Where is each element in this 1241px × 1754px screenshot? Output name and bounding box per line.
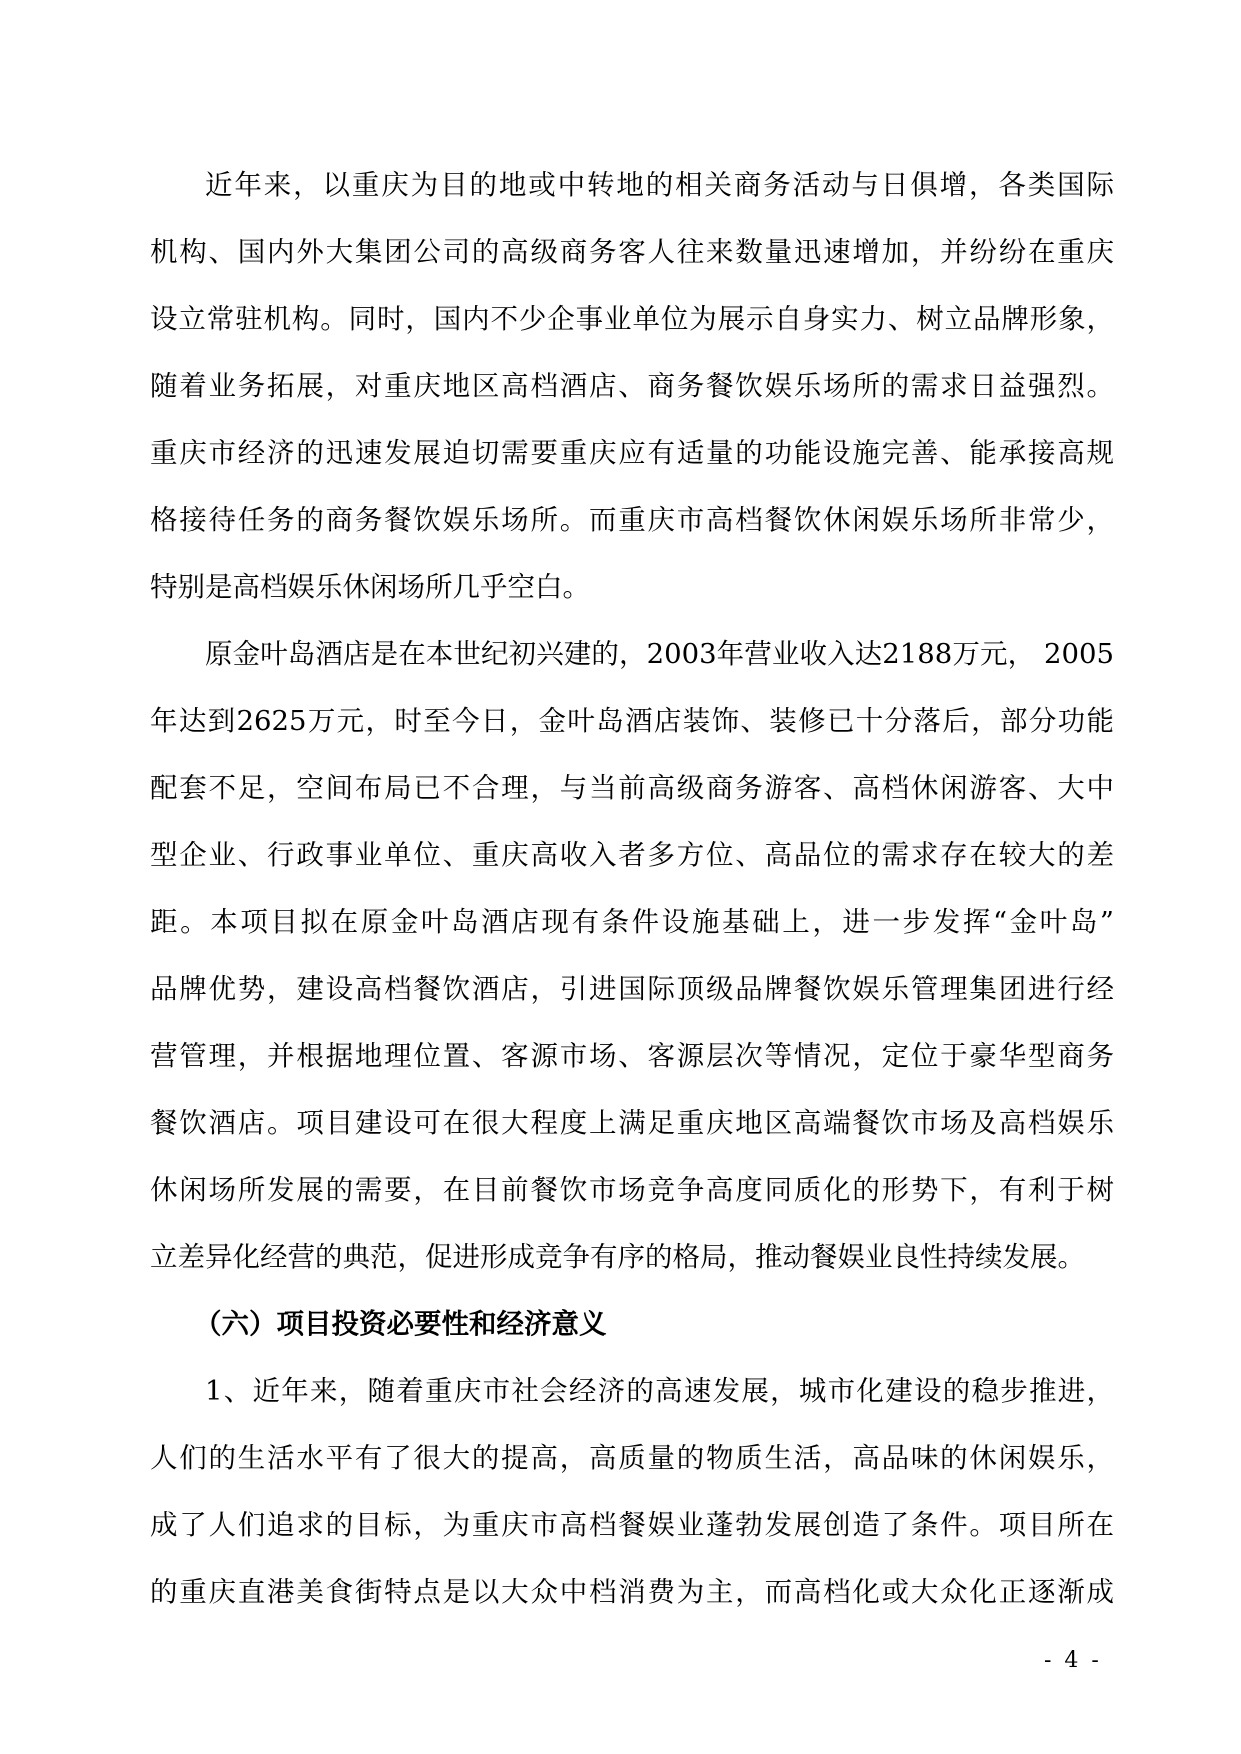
text-line: 1、近年来，随着重庆市社会经济的高速发展，城市化建设的稳步推进， (205, 1375, 1114, 1407)
text-line: 设立常驻机构。同时，国内不少企事业单位为展示自身实力、树立品牌形象， (150, 303, 1114, 335)
document-body (150, 152, 1114, 1626)
text-line: 型企业、行政事业单位、重庆高收入者多方位、高品位的需求存在较大的差 (150, 839, 1114, 871)
text-line: 随着业务拓展，对重庆地区高档酒店、商务餐饮娱乐场所的需求日益强烈。 (150, 370, 1114, 402)
text-line: 品牌优势，建设高档餐饮酒店，引进国际顶级品牌餐饮娱乐管理集团进行经 (150, 973, 1114, 1005)
paragraph-hotel-history (150, 621, 1114, 1291)
paragraph-business-demand (150, 152, 1114, 621)
section-heading: （六）项目投资必要性和经济意义 (194, 1308, 607, 1340)
text-line: 的重庆直港美食街特点是以大众中档消费为主，而高档化或大众化正逐渐成 (150, 1576, 1114, 1608)
text-line: 重庆市经济的迅速发展迫切需要重庆应有适量的功能设施完善、能承接高规 (150, 437, 1114, 469)
page-number: - 4 - (1044, 1648, 1102, 1673)
text-line: 近年来，以重庆为目的地或中转地的相关商务活动与日俱增，各类国际 (205, 169, 1114, 201)
text-line: 原金叶岛酒店是在本世纪初兴建的，2003年营业收入达2188万元， 2005 (205, 638, 1114, 670)
text-line: 格接待任务的商务餐饮娱乐场所。而重庆市高档餐饮休闲娱乐场所非常少， (150, 504, 1114, 536)
text-line: 营管理，并根据地理位置、客源市场、客源层次等情况，定位于豪华型商务 (150, 1040, 1114, 1072)
text-line: 立差异化经营的典范，促进形成竞争有序的格局，推动餐娱业良性持续发展。 (150, 1241, 1085, 1273)
text-line: 成了人们追求的目标，为重庆市高档餐娱业蓬勃发展创造了条件。项目所在 (150, 1509, 1114, 1541)
text-line: 休闲场所发展的需要，在目前餐饮市场竞争高度同质化的形势下，有利于树 (150, 1174, 1114, 1206)
text-line: 配套不足，空间布局已不合理，与当前高级商务游客、高档休闲游客、大中 (150, 772, 1114, 804)
text-line: 特别是高档娱乐休闲场所几乎空白。 (150, 571, 590, 603)
text-line: 餐饮酒店。项目建设可在很大程度上满足重庆地区高端餐饮市场及高档娱乐 (150, 1107, 1114, 1139)
text-line: 人们的生活水平有了很大的提高，高质量的物质生活，高品味的休闲娱乐， (150, 1442, 1114, 1474)
text-line: 距。本项目拟在原金叶岛酒店现有条件设施基础上，进一步发挥“金叶岛” (150, 906, 1114, 938)
text-line: 机构、国内外大集团公司的高级商务客人往来数量迅速增加，并纷纷在重庆 (150, 236, 1114, 268)
paragraph-investment-necessity (150, 1358, 1114, 1626)
text-line: 年达到2625万元，时至今日，金叶岛酒店装饰、装修已十分落后，部分功能 (150, 705, 1114, 737)
